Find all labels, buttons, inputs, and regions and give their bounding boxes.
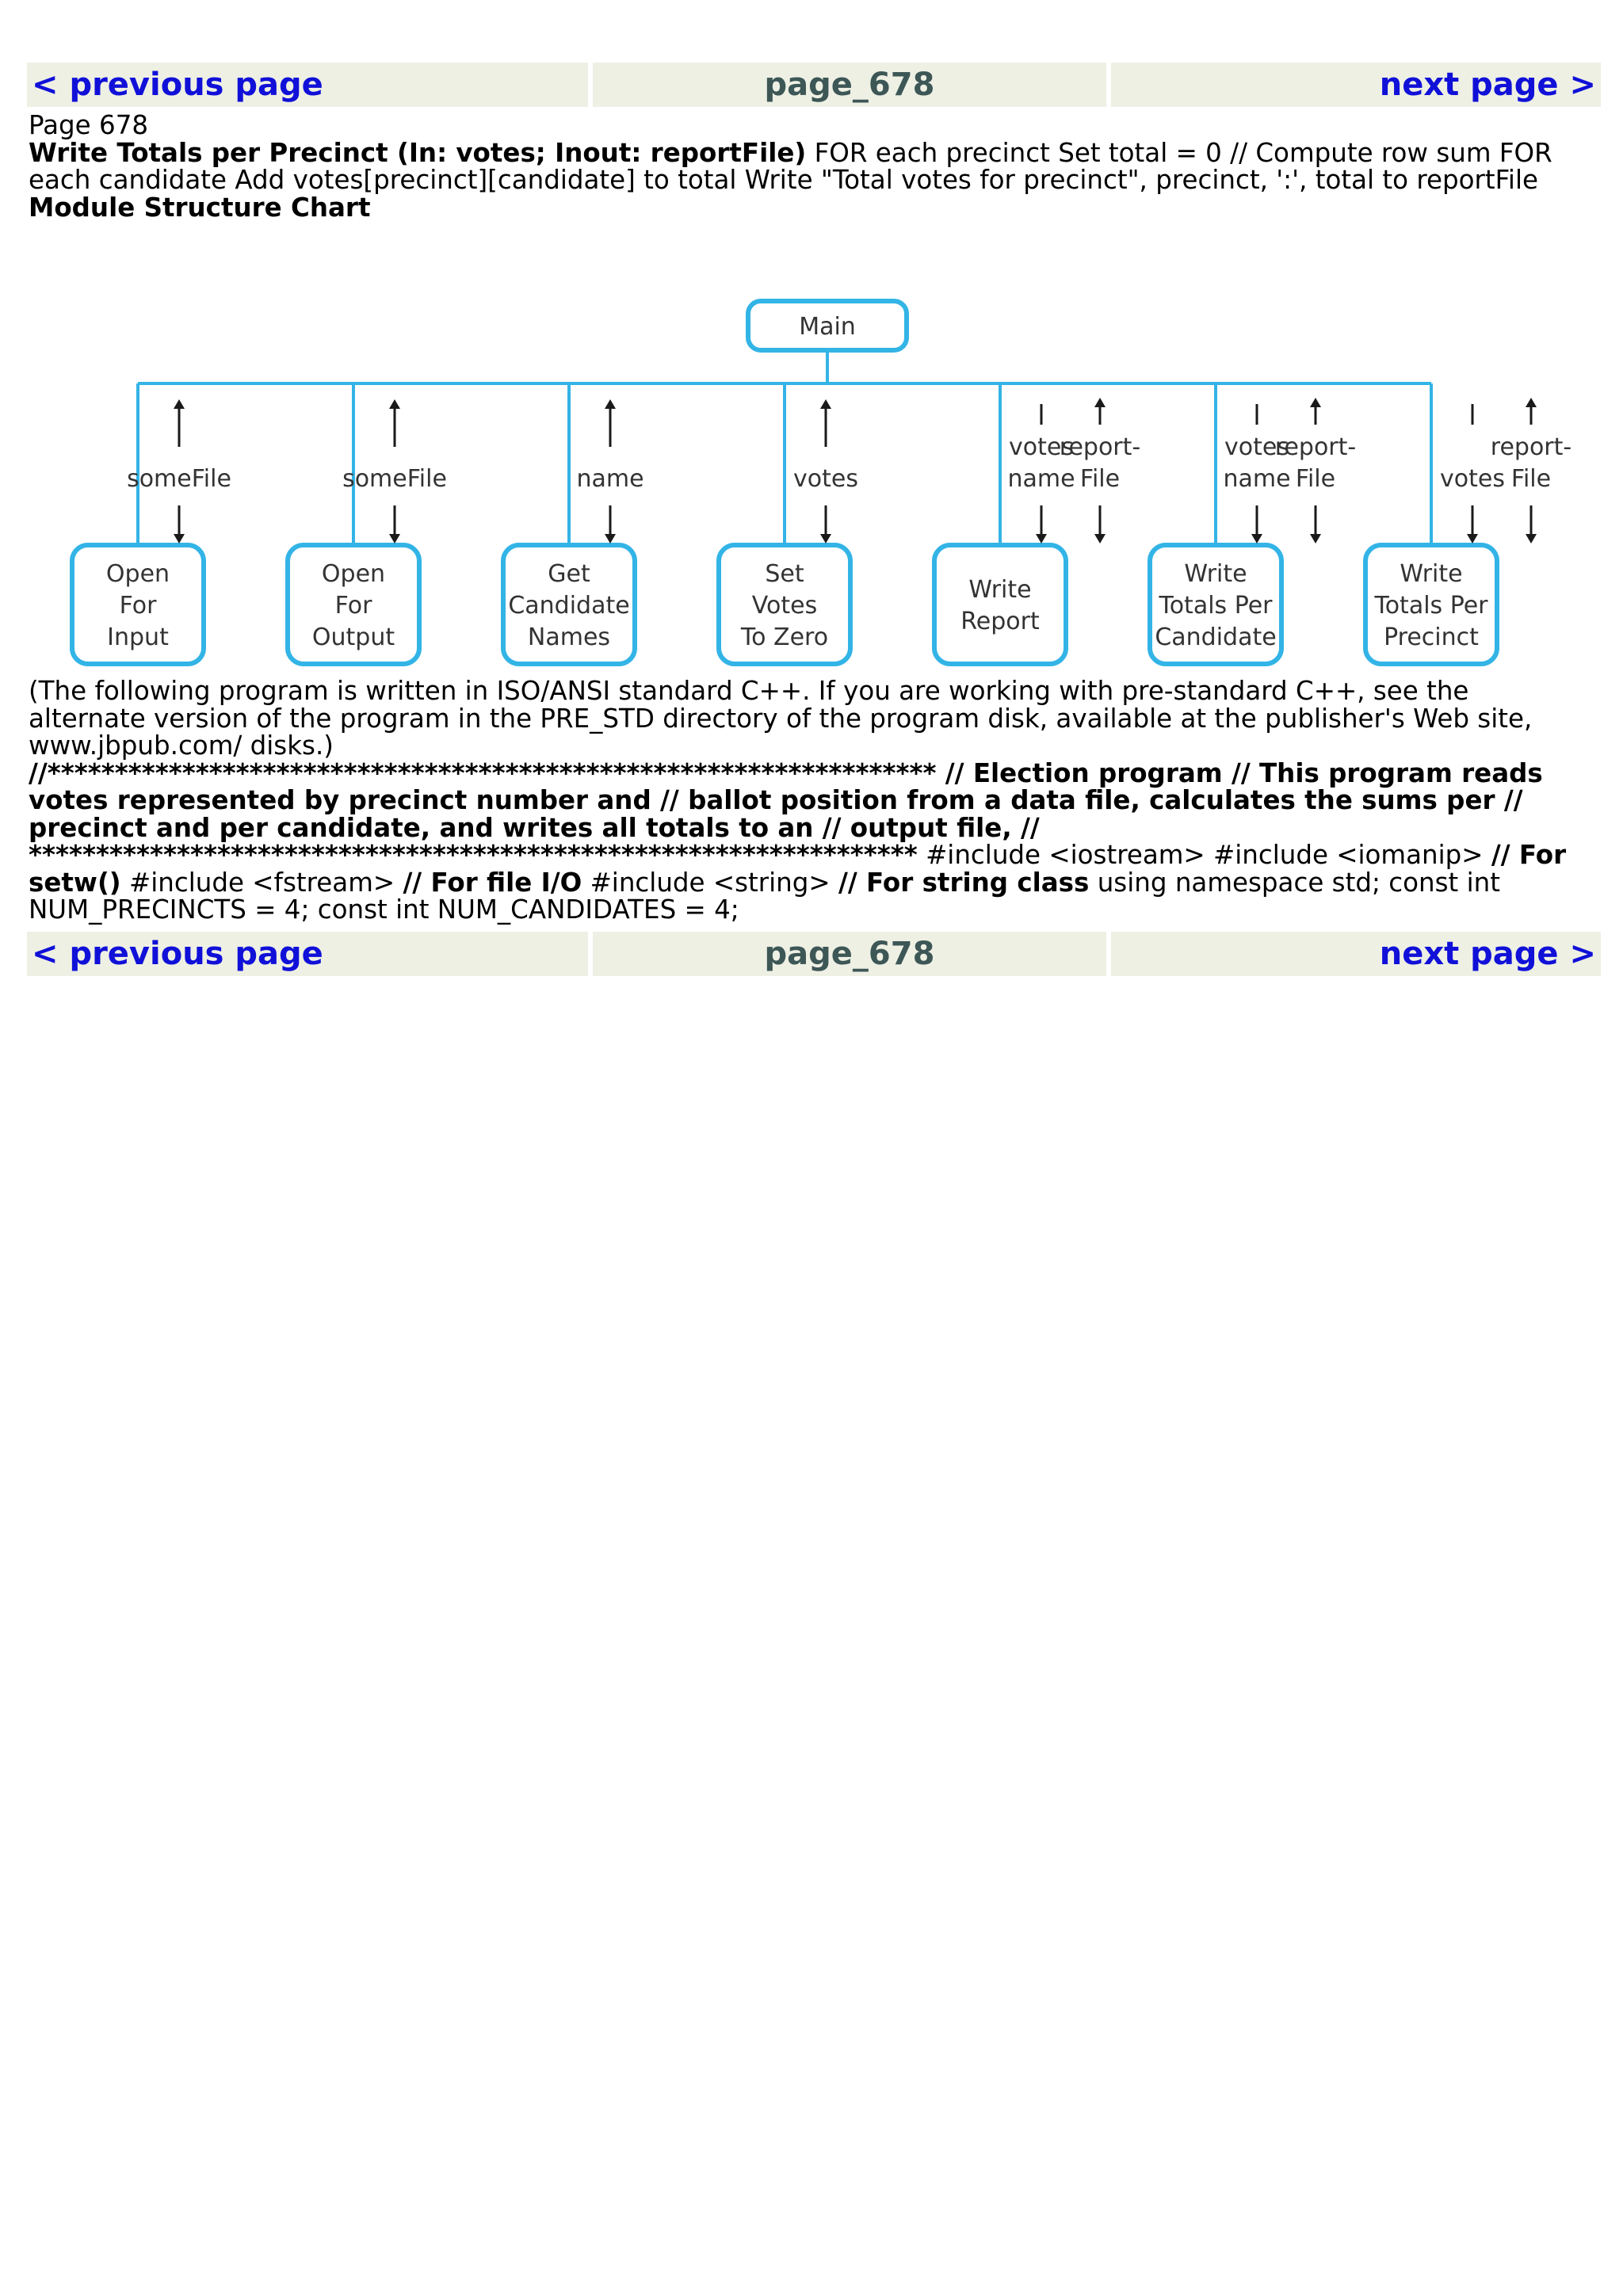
module-label: Precinct	[1384, 624, 1479, 651]
page-label-bottom: page_678	[764, 936, 935, 972]
code-string-comment: // For string class	[838, 867, 1090, 898]
bottom-nav	[27, 932, 1606, 976]
module-label: Open	[105, 560, 170, 588]
code-setw-comment: // For setw()	[29, 840, 1567, 898]
page-label-cell	[593, 63, 1106, 107]
previous-page-link[interactable]: < previous page	[32, 67, 323, 103]
module-label: Totals Per	[1159, 592, 1273, 620]
intro-paragraph: (The following program is written in ISO/ANSI standard C++. If you are working with pre-standard C++, see the alternate version of the program in the PRE_STD directory of the program disk, available at the publisher's Web site, www.jbpub.com/ disks.)	[29, 676, 1533, 761]
code-include-1: #include <iostream> #include <iomanip>	[917, 840, 1491, 870]
write-totals-body: FOR each precinct Set total = 0 // Compute row sum FOR each candidate Add votes[precinct][candidate] to total Write "Total votes for precinct", precinct, ':', total to reportFile	[29, 137, 1552, 195]
module-label: Totals Per	[1374, 592, 1488, 620]
module-label: Write	[1400, 560, 1463, 588]
prev-cell	[27, 63, 588, 107]
next-page-link[interactable]: next page >	[1379, 67, 1596, 103]
module-label: Report	[960, 608, 1040, 635]
module-label: Set	[765, 560, 804, 588]
structure-chart-svg	[43, 285, 1572, 681]
file-param-label: File	[1079, 465, 1121, 493]
module-label: For	[119, 592, 157, 620]
code-include-3: #include <string>	[582, 867, 838, 898]
previous-page-link-bottom[interactable]: < previous page	[32, 936, 323, 972]
code-include-2: #include <fstream>	[120, 867, 403, 898]
module-label: Votes	[751, 592, 818, 620]
page-label-cell-bottom	[593, 932, 1106, 976]
module-label: Candidate	[508, 592, 630, 620]
next-cell-bottom	[1111, 932, 1601, 976]
file-param-label: File	[1295, 465, 1336, 493]
file-param-label: report-	[1059, 433, 1141, 461]
top-nav	[27, 63, 1606, 107]
module-box	[934, 545, 1066, 664]
page-number: Page 678	[29, 110, 149, 140]
code-paragraph	[29, 757, 1582, 925]
page-label: page_678	[764, 67, 935, 103]
param-label: name	[576, 465, 644, 493]
write-totals-heading: Write Totals per Precinct (In: votes; Inout: reportFile)	[29, 137, 807, 168]
module-label: Write	[968, 576, 1032, 604]
module-label: Names	[527, 624, 611, 651]
module-label: Candidate	[1155, 624, 1277, 651]
module-structure-chart	[43, 285, 1572, 681]
module-label: Output	[311, 624, 395, 651]
code-comment-block: //****************************************************************** // Election program // This program reads votes represented by precinct number and // ballot position from a data file, calculates the sums per // precinct and per candidate, and writes all totals to an // output file, // ******************************************************************	[29, 757, 1543, 870]
main-module-label: Main	[799, 313, 856, 341]
upper-text	[29, 112, 1582, 221]
prev-cell-bottom	[27, 932, 588, 976]
code-fileio-comment: // For file I/O	[403, 867, 582, 898]
module-label: Input	[107, 624, 169, 651]
param-label: votes	[1224, 433, 1289, 461]
next-cell	[1111, 63, 1601, 107]
next-page-link-bottom[interactable]: next page >	[1379, 936, 1596, 972]
module-label: To Zero	[740, 624, 829, 651]
param-label: votes	[1009, 433, 1074, 461]
file-param-label: File	[1510, 465, 1552, 493]
module-label: Write	[1184, 560, 1247, 588]
param-label: name	[1007, 465, 1075, 493]
param-label: someFile	[127, 465, 231, 493]
param-label: votes	[1440, 465, 1505, 493]
module-label: Open	[321, 560, 386, 588]
file-param-label: report-	[1274, 433, 1357, 461]
param-label: votes	[793, 465, 858, 493]
write-totals-paragraph	[29, 139, 1582, 194]
param-label: someFile	[342, 465, 447, 493]
file-param-label: report-	[1490, 433, 1572, 461]
param-label: name	[1223, 465, 1291, 493]
lower-text	[29, 677, 1582, 924]
chart-heading: Module Structure Chart	[29, 192, 371, 223]
code-rest: using namespace std; const int NUM_PRECINCTS = 4; const int NUM_CANDIDATES = 4;	[29, 867, 1500, 925]
module-label: For	[334, 592, 372, 620]
module-label: Get	[548, 560, 590, 588]
